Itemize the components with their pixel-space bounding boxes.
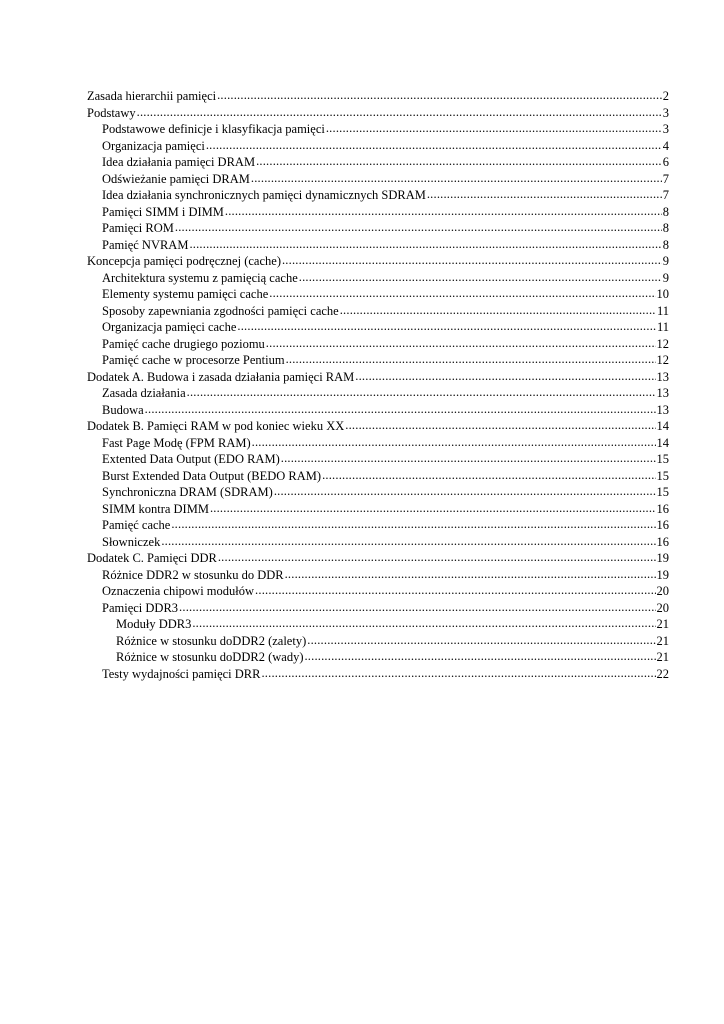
toc-entry-title[interactable]: Pamięci SIMM i DIMM [102,204,224,219]
dot-leader [251,170,662,187]
toc-entry-title[interactable]: Idea działania synchronicznych pamięci dynamicznych SDRAM [102,188,426,202]
toc-entry[interactable] [87,550,669,567]
toc-entry-title[interactable]: Odświeżanie pamięci DRAM [102,171,250,186]
toc-entry[interactable] [87,336,669,353]
dot-leader [137,104,662,121]
toc-entry[interactable] [87,435,669,452]
toc-entry[interactable] [87,649,669,666]
table-of-contents [87,88,669,682]
dot-leader [189,236,661,253]
dot-leader [217,87,662,104]
dot-leader [237,318,656,335]
toc-entry[interactable] [87,352,669,369]
dot-leader [218,549,656,566]
toc-entry-page-number[interactable]: 14 [656,435,669,450]
toc-entry-title[interactable]: Podstawowe definicje i klasyfikacja pamięci [102,122,325,136]
toc-entry-page-number[interactable]: 7 [662,188,669,202]
dot-leader [427,186,662,203]
dot-leader [355,368,655,385]
dot-leader [286,351,656,368]
toc-entry-page-number[interactable]: 19 [656,551,669,565]
dot-leader [274,483,656,500]
dot-leader [304,648,655,665]
dot-leader [206,137,662,154]
toc-entry-title[interactable]: Pamięć NVRAM [102,237,189,252]
toc-entry-title[interactable]: Moduły DDR3 [116,617,192,631]
toc-entry[interactable] [87,237,669,254]
toc-entry-title[interactable]: Koncepcja pamięci podręcznej (cache) [87,254,281,268]
toc-entry[interactable] [87,286,669,303]
toc-entry[interactable] [87,253,669,270]
dot-leader [210,500,656,517]
toc-entry-title[interactable]: Słowniczek [102,534,161,549]
dot-leader [161,533,655,550]
toc-entry-title[interactable]: Dodatek A. Budowa i zasada działania pamięci RAM [87,369,355,384]
toc-entry-title[interactable]: Różnice DDR2 w stosunku do DDR [102,567,284,582]
toc-entry-page-number[interactable]: 22 [656,666,669,681]
toc-entry-title[interactable]: Zasada hierarchii pamięci [87,89,217,103]
toc-entry[interactable] [87,204,669,221]
toc-entry-page-number[interactable]: 21 [656,617,669,631]
toc-entry-page-number[interactable]: 16 [656,534,669,549]
toc-entry[interactable] [87,600,669,617]
toc-entry[interactable] [87,616,669,633]
toc-entry[interactable] [87,451,669,468]
toc-entry[interactable] [87,270,669,287]
toc-entry[interactable] [87,402,669,419]
toc-entry-title[interactable]: Idea działania pamięci DRAM [102,155,256,169]
dot-leader [340,302,656,319]
toc-entry-title[interactable]: Różnice w stosunku doDDR2 (wady) [116,650,304,664]
toc-entry-page-number[interactable]: 16 [656,518,669,532]
toc-entry[interactable] [87,484,669,501]
dot-leader [179,599,655,616]
toc-entry-title[interactable]: Oznaczenia chipowi modułów [102,584,255,598]
toc-entry[interactable] [87,138,669,155]
toc-entry-page-number[interactable]: 8 [662,221,669,235]
toc-entry-page-number[interactable]: 10 [656,287,669,301]
dot-leader [345,417,655,434]
toc-entry-title[interactable]: Dodatek C. Pamięci DDR [87,551,217,565]
toc-entry-title[interactable]: Pamięci DDR3 [102,600,179,615]
toc-entry[interactable] [87,121,669,138]
toc-entry-page-number[interactable]: 2 [662,89,669,103]
toc-entry[interactable] [87,501,669,518]
toc-entry-title[interactable]: Pamięć cache [102,518,171,532]
toc-entry-title[interactable]: Różnice w stosunku doDDR2 (zalety) [116,633,307,648]
toc-entry[interactable] [87,319,669,336]
toc-entry-page-number[interactable]: 20 [656,600,669,615]
toc-entry[interactable] [87,105,669,122]
toc-entry-title[interactable]: Elementy systemu pamięci cache [102,287,269,301]
toc-entry-title[interactable]: Pamięci ROM [102,221,174,235]
dot-leader [252,434,656,451]
toc-entry-title[interactable]: Organizacja pamięci [102,138,205,153]
toc-entry-page-number[interactable]: 20 [656,584,669,598]
toc-entry-page-number[interactable]: 9 [662,254,669,268]
toc-entry-page-number[interactable]: 3 [662,122,669,136]
toc-entry[interactable] [87,633,669,650]
toc-entry-title[interactable]: Testy wydajności pamięci DRR [102,666,261,681]
toc-entry-page-number[interactable]: 12 [656,336,669,351]
dot-leader [285,566,656,583]
toc-entry-title[interactable]: Budowa [102,402,144,417]
dot-leader [171,516,655,533]
toc-entry[interactable] [87,666,669,683]
toc-entry-title[interactable]: Synchroniczna DRAM (SDRAM) [102,485,273,499]
toc-entry-page-number[interactable]: 6 [662,155,669,169]
toc-entry-page-number[interactable]: 4 [662,138,669,153]
toc-entry-title[interactable]: Fast Page Modę (FPM RAM) [102,435,251,450]
dot-leader [266,335,656,352]
dot-leader [322,467,655,484]
toc-entry-title[interactable]: Extented Data Output (EDO RAM) [102,452,280,466]
dot-leader [326,120,662,137]
dot-leader [145,401,656,418]
dot-leader [192,615,655,632]
toc-entry-page-number[interactable]: 21 [656,633,669,648]
toc-entry-page-number[interactable]: 13 [656,369,669,384]
dot-leader [281,450,656,467]
toc-entry[interactable] [87,534,669,551]
toc-entry-title[interactable]: Dodatek B. Pamięci RAM w pod koniec wieku XX [87,419,345,433]
dot-leader [175,219,662,236]
toc-entry[interactable] [87,583,669,600]
toc-entry[interactable] [87,88,669,105]
dot-leader [255,582,655,599]
toc-entry-page-number[interactable]: 21 [656,650,669,664]
toc-entry-title[interactable]: Pamięć cache w procesorze Pentium [102,353,285,367]
dot-leader [307,632,655,649]
toc-entry-page-number[interactable]: 15 [656,452,669,466]
toc-entry-page-number[interactable]: 16 [656,501,669,516]
dot-leader [261,665,655,682]
toc-entry-page-number[interactable]: 14 [656,419,669,433]
toc-entry-page-number[interactable]: 9 [662,270,669,285]
toc-entry-title[interactable]: Architektura systemu z pamięcią cache [102,270,298,285]
toc-entry[interactable] [87,418,669,435]
toc-entry-title[interactable]: Zasada działania [102,386,186,400]
toc-entry[interactable] [87,385,669,402]
dot-leader [282,252,662,269]
toc-entry-page-number[interactable]: 11 [656,320,669,334]
toc-entry-page-number[interactable]: 8 [662,237,669,252]
toc-entry-page-number[interactable]: 13 [656,386,669,400]
toc-entry-title[interactable]: Podstawy [87,105,136,120]
toc-entry-page-number[interactable]: 12 [656,353,669,367]
toc-entry[interactable] [87,468,669,485]
toc-entry-title[interactable]: Organizacja pamięci cache [102,320,237,334]
toc-entry[interactable] [87,567,669,584]
toc-entry[interactable] [87,517,669,534]
toc-entry-page-number[interactable]: 8 [662,204,669,219]
dot-leader [299,269,662,286]
toc-entry-title[interactable]: SIMM kontra DIMM [102,501,209,516]
dot-leader [256,153,662,170]
toc-entry[interactable] [87,369,669,386]
toc-entry-page-number[interactable]: 15 [656,485,669,499]
toc-entry[interactable] [87,187,669,204]
toc-entry-page-number[interactable]: 3 [662,105,669,120]
toc-entry-page-number[interactable]: 11 [656,303,669,318]
toc-entry-title[interactable]: Sposoby zapewniania zgodności pamięci cache [102,303,339,318]
toc-entry[interactable] [87,220,669,237]
dot-leader [225,203,662,220]
toc-entry-page-number[interactable]: 13 [656,402,669,417]
toc-entry[interactable] [87,171,669,188]
toc-entry-page-number[interactable]: 15 [656,468,669,483]
dot-leader [269,285,655,302]
toc-entry-title[interactable]: Burst Extended Data Output (BEDO RAM) [102,468,322,483]
toc-entry[interactable] [87,154,669,171]
toc-entry-page-number[interactable]: 7 [662,171,669,186]
toc-entry-title[interactable]: Pamięć cache drugiego poziomu [102,336,265,351]
dot-leader [187,384,656,401]
toc-entry-page-number[interactable]: 19 [656,567,669,582]
toc-entry[interactable] [87,303,669,320]
